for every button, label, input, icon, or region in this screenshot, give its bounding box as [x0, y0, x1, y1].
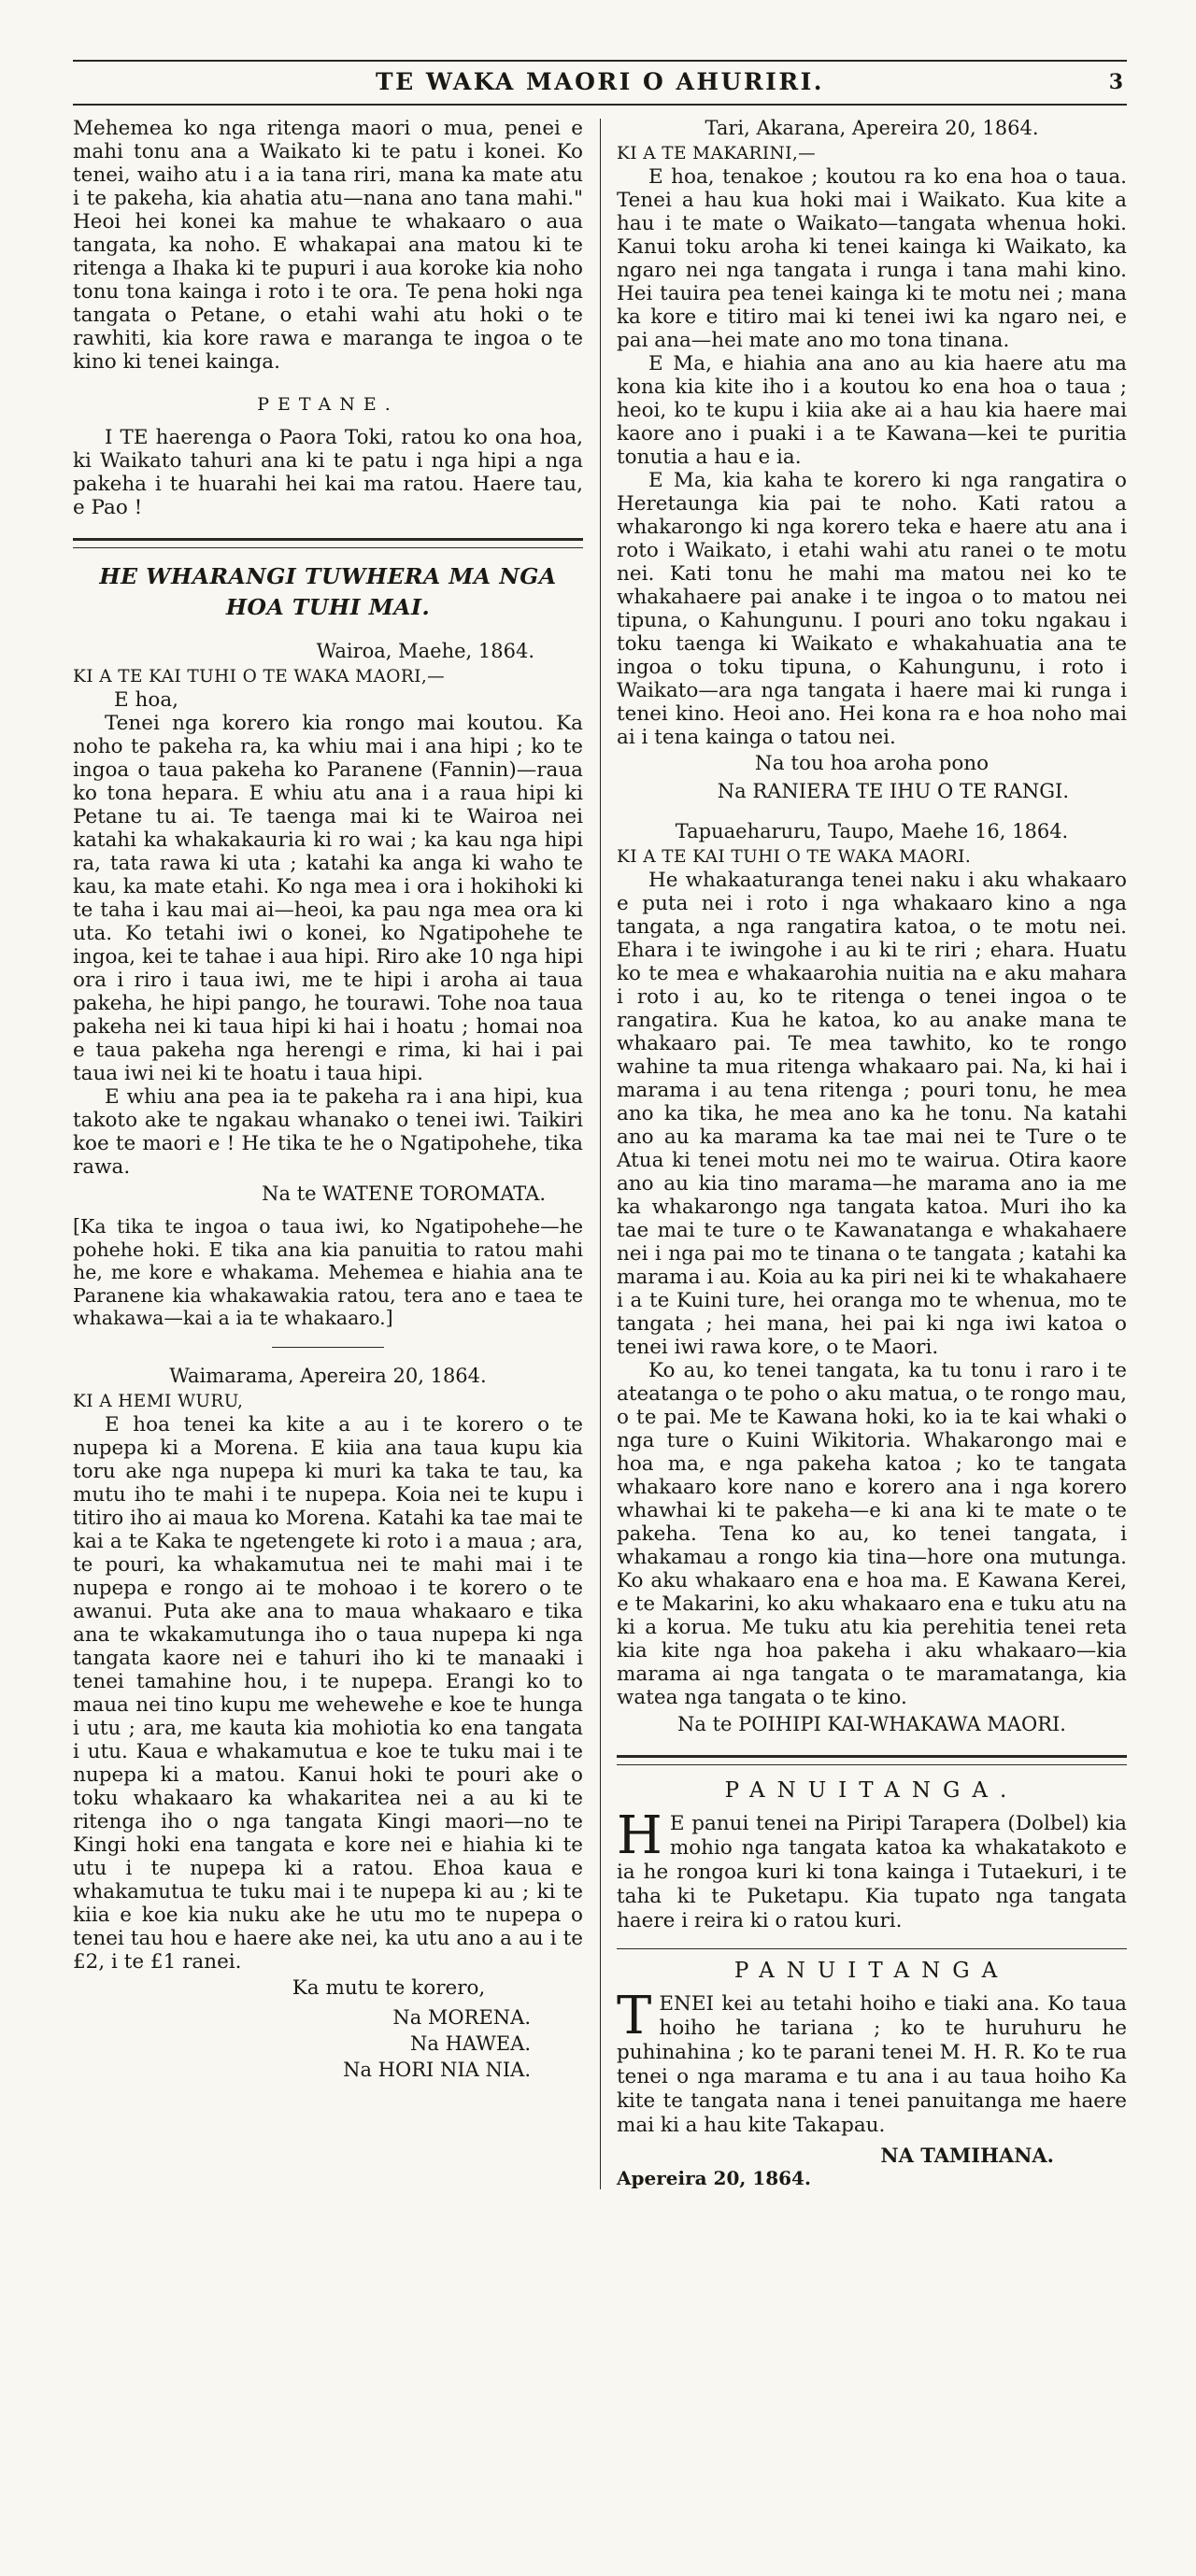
notices-divider-double-rule — [617, 1755, 1127, 1765]
waimarama-signature-list — [73, 2004, 583, 2083]
notice-2-signature: NA TAMIHANA. — [880, 2144, 1054, 2167]
notice-1-body — [617, 1805, 1127, 1933]
waimarama-letter — [73, 1365, 583, 2083]
notice-2-heading: PANUITANGA — [733, 1959, 1010, 1983]
page-number: 3 — [1108, 70, 1123, 94]
akarana-paragraph-3: E Ma, kia kaha te korero ki nga rangatira o Heretaunga kia pai te noho. Kati ratou a whakarongo ki nga korero teka e haere atu ana i roto i Waikato, i etahi wahi atu ranei o te motu nei. Kati tonu he mahi ma matou nei ko te whakahaere pai anake i te ingoa o to matou nei tipuna, o Kahungunu. I pouri ano toku ngakau i toku taenga ki Waikato e whakahuatia ana te ingoa o toku tipuna, o Kahungunu, i roto i Waikato—ara nga tangata i haere mai ki runga i tenei kino. Heoi ano. Hei kona ra e hoa noho mai ai i tena kainga o tatou nei. — [617, 469, 1127, 749]
wairoa-dateline: Wairoa, Maehe, 1864. — [316, 640, 534, 662]
waimarama-salutation: KI A HEMI WURU, — [73, 1391, 244, 1411]
petane-heading: PETANE. — [257, 394, 399, 415]
akarana-paragraph-2: E Ma, e hiahia ana ano au kia haere atu ma kona kia kite iho i a koutou ko ena hoa o taua ; heoi, ko te kupu i kiia ake ai a hau kia haere mai kaore ano i puaki i a te Kawana—kei te puritia tonutia a hau e ia. — [617, 352, 1127, 469]
wairoa-greeting: E hoa, — [114, 688, 178, 712]
notice-1-text: E panui tenei na Piripi Tarapera (Dolbel) kia mohio nga tangata katoa ka whakatakoto e ia he rongoa kuri ki tona kainga i Tutaekuri, i te taha ki te Puketapu. Kia tupato nga tangata haere i reira ki o ratou kuri. — [617, 1812, 1127, 1932]
notice-1-heading: PANUITANGA. — [724, 1778, 1019, 1803]
masthead — [73, 60, 1127, 106]
waimarama-body: E hoa tenei ka kite a au i te korero o te nupepa ki a Morena. E kiia ana taua kupu kia toru ake nga nupepa ki muri ka taka te tau, ka mutu iho te mahi i te nupepa. Koia nei te kupu i titiro iho ai maua ko Morena. Katahi ka tae mai te kai a te Kaka te ngetengete ki roto i a maua ; ara, te pouri, ka whakamutua nei te mahi mai i te nupepa e rongo ai te mohoao i te korero o te awanui. Puta ake ana to maua whakaaro e tika ana te wkakamutunga iho o taua nupepa ki nga tangata kaore nei e tahuri iho ki te manaaki i tenei tamahine hou, i te nupepa. Erangi ko to maua nei tino kupu me wehewehe e koe te hunga i utu ; ara, me kauta kia mohiotia ko ena tangata i utu. Kaua e whakamutua e koe te tuku mai i te nupepa ki a matou. Kanui hoki te pouri ake o toku whakaaro ka whakaritea nei a au ki te ritenga iho o nga tangata Kingi maori—no te Kingi hoki ena tangata e kore nei e hiahia ki te utu i te nupepa ki a ratou. Ehoa kaua e whakamutua te tuku mai i te nupepa ki au ; ki te kiia e koe kia nuku ake he utu mo te nupepa o tenei tau hou e haere ake nei, ka utu ano a au i te £2, i te £1 ranei. — [73, 1412, 583, 1974]
left-column — [73, 117, 583, 2189]
notice-1 — [617, 1778, 1127, 1933]
newspaper-title: TE WAKA MAORI O AHURIRI. — [375, 68, 825, 95]
akarana-closing: Na tou hoa aroha pono — [754, 752, 990, 775]
notice-2-body — [617, 1986, 1127, 2138]
notice-2-dropcap: T — [617, 1986, 652, 2046]
taupo-letter — [617, 820, 1127, 1736]
wairoa-paragraph-2: E whiu ana pea ia te pakeha ra i ana hipi, kua takoto ake te ngakau whanako o tenei iwi. Taikiri koe te maori e ! He tika te he o Ngatipohehe, tika rawa. — [73, 1085, 583, 1179]
taupo-paragraph-1: He whakaaturanga tenei naku i aku whakaaro e puta nei i roto i nga whakaaro kino a nga tangata, a nga rangatira katoa, o te motu nei. Ehara i te iwingohe i au ki te riri ; ehara. Huatu ko te mea e whakaarohia nuitia na e aku mahara i roto i au, ko te ritenga o tenei ingoa o te rangatira. Kua he katoa, ko au anake mana te whakaaro pai. Te mea tawhito, ko te rongo wahine ta mua ritenga whakaaro pai. Na, ki hai i marama i au tena ritenga ; pouri tonu, he mea ano ka tika, he mea ano ka he tonu. Na katahi ano au ka marama ka tae mai nei te Ture o te Atua ki tenei motu nei mo te wairua. Otira kaore ano au kia tino marama—he marama ano ia me ka whakarongo nga tangata katoa. Muri iho ka tae mai te ture o te Kawanatanga e whakahaere nei i nga pai mo te tinana o te tangata ; katahi ka marama i au. Koia au ka piri nei ki te whakahaere i a te Kuini ture, hei oranga mo te whenua, mo te tangata ; hei mana, hei pai ki nga iwi katoa o tenei iwi rawa kore, o te Maori. — [617, 869, 1127, 1359]
editor-note: [Ka tika te ingoa o taua iwi, ko Ngatipohehe—he pohehe hoki. E tika ana kia panuitia to ratou mahi he, me kore e whakama. Mehemea e hiahia ana te Paranene kia whakawakia ratou, tera ano e taea te whakawa—kai a ia te whakaaro.] — [73, 1215, 583, 1329]
wairoa-signature: Na te WATENE TOROMATA. — [262, 1182, 546, 1205]
petane-body: I TE haerenga o Paora Toki, ratou ko ona hoa, ki Waikato tahuri ana ki te patu i nga hipi a nga pakeha i te huarahi hei kai ma ratou. Haere tau, e Pao ! — [73, 426, 583, 519]
wairoa-paragraph-1: Tenei nga korero kia rongo mai koutou. Ka noho te pakeha ra, ka whiu mai i ana hipi ; ko te ingoa o taua pakeha ko Paranene (Fannin)—raua ko tona hepara. E whiu atu ana i a raua hipi ki Petane tu ai. Te taenga mai ki te Wairoa nei katahi ka whakakauria ki ro wai ; ka kau nga hipi ra, tata rawa ki uta ; katahi ka anga ki waho te kau, ka mate etahi. Ko nga mea i ora i hokihoki ki te taha i kau mai ai—heoi, ka pau nga mea ora ki uta. Ko tetahi iwi o konei, ko Ngatipohehe te ingoa, kei te tahae i aua hipi. Riro ake 10 nga hipi ora i riro i taua iwi, me te hipi i aroha ai taua pakeha, he hipi pango, he tourawi. Tohe noa taua pakeha nei ki taua hipi ki hai i hoatu ; homai noa e taua pakeha nga herengi e rima, ki hai i pai taua iwi nei ki te hoatu i taua hipi. — [73, 712, 583, 1085]
notice-2-dateline: Apereira 20, 1864. — [617, 2167, 811, 2189]
page-columns — [73, 117, 1127, 2189]
wairoa-salutation: KI A TE KAI TUHI O TE WAKA MAORI,— — [73, 667, 446, 686]
taupo-dateline: Tapuaeharuru, Taupo, Maehe 16, 1864. — [675, 820, 1069, 842]
taupo-paragraph-2: Ko au, ko tenei tangata, ka tu tonu i raro i te ateatanga o te poho o aku matua, o te rongo mau, o te pai. Me te Kawana hoki, ko ia te kai whaki o nga ture o Kuini Wikitoria. Whakarongo mai e hoa ma, e nga pakeha katoa ; ko te tangata whakaaro kore nano e korero ana i nga korero whawhai ki te pakeha—e ki ana ki te mate o te pakeha. Tena ko au, ko tenei tangata, i whakamau a rongo kia tina—hore ona mutunga. Ko aku whakaaro ena e hoa ma. E Kawana Kerei, e te Makarini, ko aku whakaaro ena e tuku atu na ki a korua. Me tuku atu kia perehitia tenei reta kia kite nga hoa pakeha i aku whakaaro—kia marama ai nga tangata o te maramatanga, kia watea nga tangata o te kino. — [617, 1359, 1127, 1709]
column-divider-rule — [600, 119, 601, 2189]
taupo-signature: Na te POIHIPI KAI-WHAKAWA MAORI. — [677, 1713, 1066, 1735]
wairoa-letter — [73, 640, 583, 1330]
waimarama-closing: Ka mutu te korero, — [292, 1975, 486, 2000]
notice-2 — [617, 1959, 1127, 2189]
notice-divider-rule — [617, 1948, 1127, 1949]
waimarama-signature-1: Na MORENA. — [392, 2005, 531, 2029]
akarana-salutation: KI A TE MAKARINI,— — [617, 144, 817, 163]
continuation-paragraph: Mehemea ko nga ritenga maori o mua, penei e mahi tonu ana a Waikato ki te patu i konei. Ko tenei, waiho atu i a ia tana riri, mana ka mate atu i te pakeha, kia ahatia atu—nana ano tana mahi." Heoi hei konei ka mahue te whakaaro o aua tangata, ka noho. E whakapai ana matou ki te ritenga a Ihaka ki te pupuri i aua koroke kia noho tonu tona kainga i roto i te ora. Te pena hoki nga tangata o Petane, o etahi wahi atu hoki o te rawhiti, kia kore rawa e maranga te ingoa o te kino ki tenei kainga. — [73, 117, 583, 374]
letters-divider-rule — [272, 1347, 384, 1348]
right-column — [617, 117, 1127, 2189]
notice-1-dropcap: H — [617, 1805, 662, 1866]
open-letters-heading-line-2: HOA TUHI MAI. — [225, 594, 431, 620]
waimarama-dateline: Waimarama, Apereira 20, 1864. — [169, 1364, 487, 1387]
open-letters-heading — [73, 561, 583, 623]
akarana-letter — [617, 117, 1127, 803]
waimarama-signature-2: Na HAWEA. — [410, 2031, 531, 2055]
akarana-signature: Na RANIERA TE IHU O TE RANGI. — [717, 780, 1069, 802]
notice-2-text: ENEI kei au tetahi hoiho e tiaki ana. Ko taua hoiho he tariana ; ko te huruhuru he puhinahina ; ko te parani tenei M. H. R. Ko te rua tenei o nga marama e tu ana i au taua hoiho Ka kite te tangata nana i tenei panuitanga me haere mai ki a hau kite Takapau. — [617, 1992, 1127, 2137]
open-letters-heading-line-1: HE WHARANGI TUWHERA MA NGA — [99, 563, 557, 589]
waimarama-signature-3: Na HORI NIA NIA. — [343, 2058, 531, 2081]
taupo-salutation: KI A TE KAI TUHI O TE WAKA MAORI. — [617, 847, 972, 867]
section-divider-double-rule — [73, 538, 583, 548]
akarana-dateline: Tari, Akarana, Apereira 20, 1864. — [705, 117, 1039, 139]
akarana-paragraph-1: E hoa, tenakoe ; koutou ra ko ena hoa o taua. Tenei a hau kua hoki mai i Waikato. Kua kite a hau i te mate o Waikato—tangata whenua hoki. Kanui toku aroha ki tenei kainga ki Waikato, ka ngaro nei nga tangata i runga i tana mahi kino. Hei tauira pea tenei kainga ki te motu nei ; mana ka kore e titiro mai ki tenei iwi ka ngaro nei, e pai ana—hei mate ano mo tona tinana. — [617, 165, 1127, 352]
